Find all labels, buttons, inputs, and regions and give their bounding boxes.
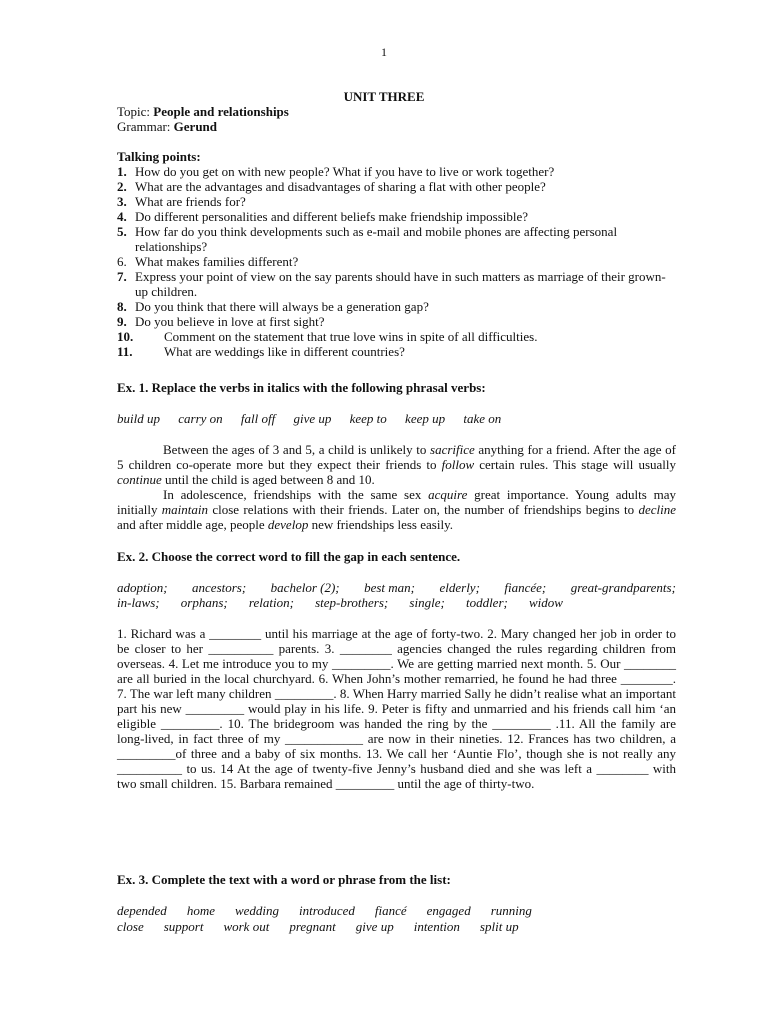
talking-point: 1. How do you get on with new people? What if you have to live or work together? [117,164,555,179]
page-number: 1 [381,45,387,59]
unit-meta [117,104,289,134]
talking-point: 4. Do different personalities and different beliefs make friendship impossible? [117,209,529,224]
ex2-text [117,626,676,791]
ex3-word-list-row-1: depended home wedding introduced fiancé engaged running [117,903,532,918]
ex2-word-list-line-2: in-laws; orphans; relation; step-brothers; single; toddler; widow [117,595,563,610]
ex1-word: keep up [405,411,446,426]
ex3-word-list-row-2: close support work out pregnant give up intention split up [117,919,519,934]
talking-point: 8. Do you think that there will always be a generation gap? [117,299,429,314]
talking-point: 3. What are friends for? [117,194,246,209]
talking-point: 10. Comment on the statement that true love wins in spite of all difficulties. [117,329,538,344]
ex2-word-list-line-1: adoption; ancestors; bachelor (2); best man; elderly; fiancée; great-grandparents; [117,580,676,595]
talking-points-heading: Talking points: [117,149,201,164]
ex1-word: fall off [240,411,276,426]
ex2-paragraph: 1. Richard was a ________ until his marriage at the age of forty-two. 2. Mary changed her job in order to be closer to her __________ parents. 3. ________ agencies changed the rules regarding children from overseas. 4. Let me introduce you to my _________. We are getting married next month. 5. Our ________ are all buried in the local churchyard. 6. When John’s mother remarried, he found he had three ________. 7. The war left many children _________. 8. When Harry married Sally he didn’t realise what an important part his new _________ would play in his life. 9. Peter is fifty and unmarried and his friends call him ‘an eligible _________. 10. The bridegroom was handed the ring by the _________ .11. All the family are long-lived, in fact three of my ____________ are now in their nineties. 12. Frances has two children, a _________of three and a baby of six months. 13. We call her ‘Auntie Flo’, though she is not really any __________ to us. 14 At the age of twenty-five Jenny’s husband died and she was left a ________ with two small children. 15. Barbara remained _________ until the age of thirty-two. [117,626,676,791]
talking-point: 9. Do you believe in love at first sight? [117,314,325,329]
ex1-word-list [117,411,516,426]
ex2-heading: Ex. 2. Choose the correct word to fill the gap in each sentence. [117,549,461,564]
ex1-word: give up [293,411,332,426]
ex3-heading: Ex. 3. Complete the text with a word or phrase from the list: [117,872,451,887]
ex1-heading: Ex. 1. Replace the verbs in italics with the following phrasal verbs: [117,380,486,395]
unit-title: UNIT THREE [343,89,425,104]
ex1-paragraph-1: Between the ages of 3 and 5, a child is unlikely to sacrifice anything for a friend. After the age of 5 children co-operate more but they expect their friends to follow certain rules. This stage will usually continue until the child is aged between 8 and 10. [117,442,676,487]
ex1-word: take on [463,411,502,426]
ex1-word: carry on [178,411,223,426]
talking-point: 11. What are weddings like in different countries? [117,344,405,359]
ex1-text [117,442,676,532]
grammar-value: Gerund [173,119,218,134]
grammar-line: Grammar: Gerund [117,119,218,134]
talking-point: 2. What are the advantages and disadvantages of sharing a flat with other people? [117,179,546,194]
ex1-paragraph-2: In adolescence, friendships with the same sex acquire great importance. Young adults may initially maintain close relations with their friends. Later on, the number of friendships begins to decline and after middle age, people develop new friendships less easily. [117,487,676,532]
topic-line: Topic: People and relationships [117,104,289,119]
talking-point: 5. How far do you think developments such as e-mail and mobile phones are affecting personal relationships? [117,224,618,254]
talking-points-list [117,164,677,359]
talking-point: 6. What makes families different? [117,254,299,269]
talking-point: 7. Express your point of view on the say parents should have in such matters as marriage of their grown-up children. [117,269,666,299]
ex1-word: keep to [349,411,387,426]
ex1-word: build up [117,411,160,426]
topic-value: People and relationships [153,104,289,119]
